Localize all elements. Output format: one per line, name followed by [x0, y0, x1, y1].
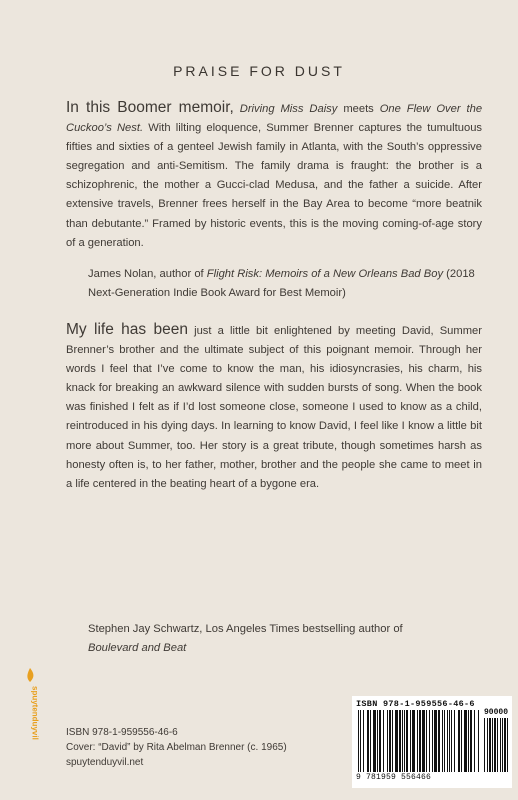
- barcode-addon-bar: [492, 718, 493, 772]
- barcode-bar: [360, 710, 361, 772]
- barcode-bar: [447, 710, 448, 772]
- barcode-bar: [410, 710, 411, 772]
- barcode-bar: [434, 710, 437, 772]
- barcode-bar: [370, 710, 371, 772]
- blurb-connector: meets: [343, 103, 374, 115]
- blurb-lead: In this Boomer memoir,: [66, 99, 234, 116]
- colophon-cover-credit: Cover: “David” by Rita Abelman Brenner (c. 1965): [66, 742, 287, 753]
- barcode-bar: [461, 710, 462, 772]
- blurb-title-a: Driving Miss Daisy: [239, 103, 338, 115]
- barcode-bar: [363, 710, 364, 772]
- barcode-bar: [426, 710, 427, 772]
- barcode-bar: [449, 710, 450, 772]
- attribution-suffix: (2018 Next-Generation Indie Book Award for Best Memoir): [88, 268, 475, 300]
- attribution-prefix: James Nolan, author of: [88, 268, 204, 280]
- barcode-bar: [432, 710, 433, 772]
- barcode-bar: [444, 710, 445, 772]
- barcode-bar: [406, 710, 408, 772]
- barcode-bar: [458, 710, 460, 772]
- review-attribution-2: [88, 620, 484, 658]
- barcode-addon-bar: [487, 718, 488, 772]
- attribution-prefix: Stephen Jay Schwartz, Los Angeles Times bestselling author of: [88, 623, 403, 635]
- flame-logo-icon: [23, 668, 40, 760]
- publisher-logo-text: spuytenduyvil: [30, 686, 40, 740]
- barcode-bar: [358, 710, 359, 772]
- page-title: PRAISE FOR DUST: [173, 63, 345, 79]
- barcode-bar: [389, 710, 391, 772]
- barcode-bar: [399, 710, 401, 772]
- barcode-bar: [422, 710, 425, 772]
- blurb-body: just a little bit enlightened by meeting David, Summer Brenner’s brother and the ultimate subject of this poignant memoir. Through her words I feel that I’ve come to know the man, his idiosyncrasies, his charm, his knack for breaking an awkward silence with sudden bursts of song. When the book was finished I felt as if I’d lost someone close, someone I used to know as a child, reintroduced in his dying days. In learning to know David, I feel like I know a little bit more about Summer, too. Her story is a great tribute, though sometimes harsh as honesty often is, to her father, mother, brother and the people she came to meet in a life centered in the beating heart of a bygone era.: [66, 325, 482, 490]
- barcode-bar: [470, 710, 472, 772]
- barcode-bar: [379, 710, 381, 772]
- barcode-bar: [438, 710, 440, 772]
- barcode-bar: [373, 710, 376, 772]
- barcode-addon-bars: [484, 718, 508, 772]
- barcode-bar: [419, 710, 421, 772]
- colophon-website: spuytenduyvil.net: [66, 757, 144, 768]
- barcode-bar: [402, 710, 403, 772]
- barcode-bars: [358, 710, 480, 772]
- attribution-title: Flight Risk: Memoirs of a New Orleans Bad Boy: [206, 268, 444, 280]
- barcode-bar: [392, 710, 393, 772]
- barcode-bar: [367, 710, 369, 772]
- barcode-digits: 9 781959 556466: [356, 773, 432, 782]
- barcode-bar: [454, 710, 455, 772]
- barcode-addon-bar: [504, 718, 506, 772]
- barcode-bar: [387, 710, 388, 772]
- barcode-isbn-label: ISBN 978-1-959556-46-6: [356, 699, 475, 709]
- barcode-addon-bar: [507, 718, 508, 772]
- barcode-addon-bar: [484, 718, 485, 772]
- barcode-addon-bar: [494, 718, 496, 772]
- barcode-bar: [417, 710, 418, 772]
- barcode-bar: [383, 710, 384, 772]
- barcode-bar: [395, 710, 398, 772]
- barcode-bar: [404, 710, 405, 772]
- barcode-bar: [478, 710, 479, 772]
- colophon-isbn: ISBN 978-1-959556-46-6: [66, 727, 178, 738]
- barcode-addon-bar: [489, 718, 491, 772]
- barcode-addon-bar: [502, 718, 503, 772]
- blurb-title-b: One Flew Over the Cuckoo’s Nest.: [66, 103, 483, 135]
- review-blurb-2: [66, 320, 482, 494]
- barcode-bar: [412, 710, 415, 772]
- barcode-addon-bar: [497, 718, 498, 772]
- colophon: [66, 725, 287, 770]
- review-blurb-1: [66, 98, 482, 253]
- barcode-bar: [451, 710, 452, 772]
- review-attribution-1: [88, 265, 484, 303]
- blurb-lead: My life has been: [66, 321, 188, 338]
- barcode-bar: [468, 710, 469, 772]
- barcode: [352, 696, 512, 788]
- barcode-bar: [429, 710, 430, 772]
- barcode-price: 90000: [484, 708, 509, 717]
- barcode-bar: [442, 710, 443, 772]
- barcode-bar: [474, 710, 475, 772]
- barcode-addon-bar: [500, 718, 501, 772]
- blurb-body: With lilting eloquence, Summer Brenner captures the tumultuous fifties and sixties of a genteel Jewish family in Atlanta, with the South’s oppressive segregation and anti-Semitism. The family drama is fraught: the brother is a schizophrenic, the mother a Gucci-clad Medusa, and the father a suicide. After extensive travels, Brenner frees herself in the Bay Area to become “more beatnik than debutante.” Framed by historic events, this is the moving coming-of-age story of a generation.: [66, 122, 483, 249]
- barcode-bar: [377, 710, 378, 772]
- barcode-bar: [464, 710, 467, 772]
- attribution-title: Boulevard and Beat: [88, 642, 187, 655]
